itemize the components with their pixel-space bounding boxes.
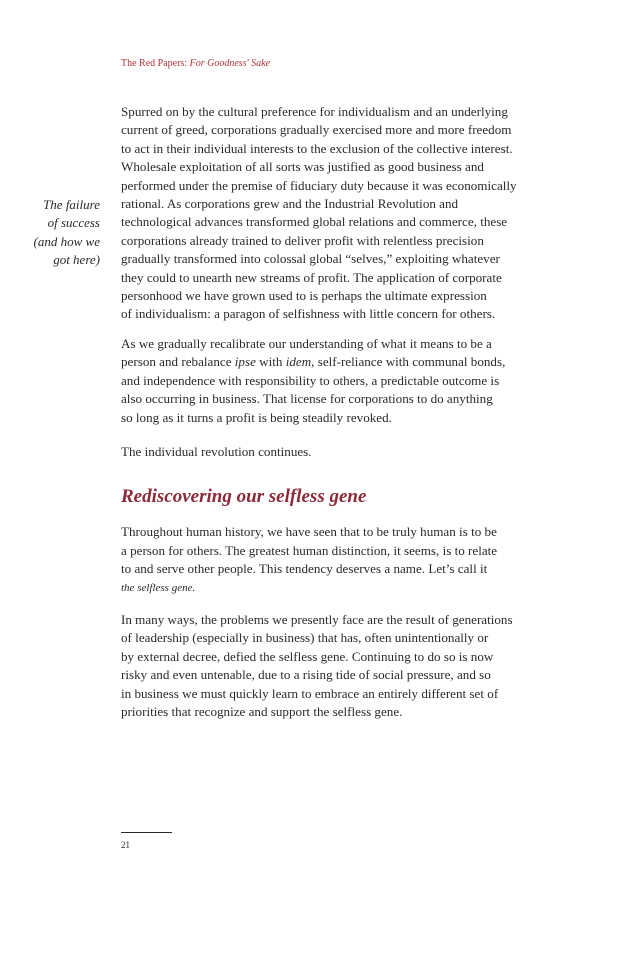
margin-note-line: (and how we: [33, 233, 100, 249]
text-line: priorities that recognize and support the selfless gene.: [121, 703, 403, 719]
text-line: The individual revolution continues.: [121, 443, 312, 459]
term-selfless-gene: the selfless gene.: [121, 581, 196, 594]
section-heading: Rediscovering our selfless gene: [121, 486, 367, 508]
term-ipse: ipse: [234, 354, 256, 370]
text-line: As we gradually recalibrate our understanding of what it means to be a: [121, 335, 492, 351]
text-line: Throughout human history, we have seen that to be truly human is to be: [121, 524, 497, 540]
running-head: [121, 58, 270, 69]
term-idem: idem,: [285, 354, 315, 370]
margin-note-line: of success: [47, 215, 100, 231]
page-number: 21: [121, 840, 130, 850]
text-line: so long as it turns a profit is being steadily revoked.: [121, 409, 392, 425]
paragraph: [121, 335, 573, 427]
text-line: technological advances transformed global relations and commerce, these: [121, 214, 508, 230]
text-line: gradually transformed into colossal global “selves,” exploiting whatever: [121, 251, 500, 267]
margin-note: [20, 196, 100, 270]
paragraph: [121, 103, 573, 324]
text-line: In many ways, the problems we presently face are the result of generations: [121, 611, 513, 627]
text-line: they could to unearth new streams of profit. The application of corporate: [121, 269, 502, 285]
margin-note-line: The failure: [43, 197, 100, 212]
text-line: to and serve other people. This tendency deserves a name. Let’s call it: [121, 561, 488, 577]
paragraph: [121, 523, 573, 597]
text-segment: with: [255, 354, 286, 370]
running-head-title: The Red Papers:: [121, 58, 190, 69]
text-line: of individualism: a paragon of selfishness with little concern for others.: [121, 306, 496, 322]
text-line: personhood we have grown used to is perhaps the ultimate expression: [121, 288, 487, 304]
margin-note-line: got here): [53, 252, 100, 268]
text-line: performed under the premise of fiduciary duty because it was economically: [121, 177, 517, 193]
text-segment: person and rebalance: [121, 354, 235, 370]
body-text: [121, 103, 573, 721]
text-line: corporations already trained to deliver profit with relentless precision: [121, 232, 484, 248]
text-line: of leadership (especially in business) that has, often unintentionally or: [121, 630, 489, 646]
text-line: risky and even untenable, due to a rising tide of social pressure, and so: [121, 667, 491, 683]
paragraph: [121, 611, 573, 721]
footer-rule: [121, 832, 172, 833]
text-line: also occurring in business. That license for corporations to do anything: [121, 391, 493, 407]
running-head-subtitle: For Goodness' Sake: [189, 58, 271, 69]
text-line: a person for others. The greatest human distinction, it seems, is to relate: [121, 542, 498, 558]
paragraph: [121, 443, 573, 461]
text-line: rational. As corporations grew and the Industrial Revolution and: [121, 196, 459, 212]
text-line: by external decree, defied the selfless gene. Continuing to do so is now: [121, 648, 494, 664]
text-line: current of greed, corporations gradually exercised more and more freedom: [121, 122, 512, 138]
text-line: [121, 353, 573, 371]
text-line: Spurred on by the cultural preference for individualism and an underlying: [121, 104, 508, 119]
text-line: in business we must quickly learn to embrace an entirely different set of: [121, 685, 499, 701]
text-line: and independence with responsibility to others, a predictable outcome is: [121, 372, 500, 388]
text-segment: self-reliance with communal bonds,: [314, 354, 506, 370]
text-line: Wholesale exploitation of all sorts was justified as good business and: [121, 159, 484, 175]
text-line: [121, 579, 573, 597]
text-line: to act in their individual interests to the exclusion of the collective interest.: [121, 140, 513, 156]
